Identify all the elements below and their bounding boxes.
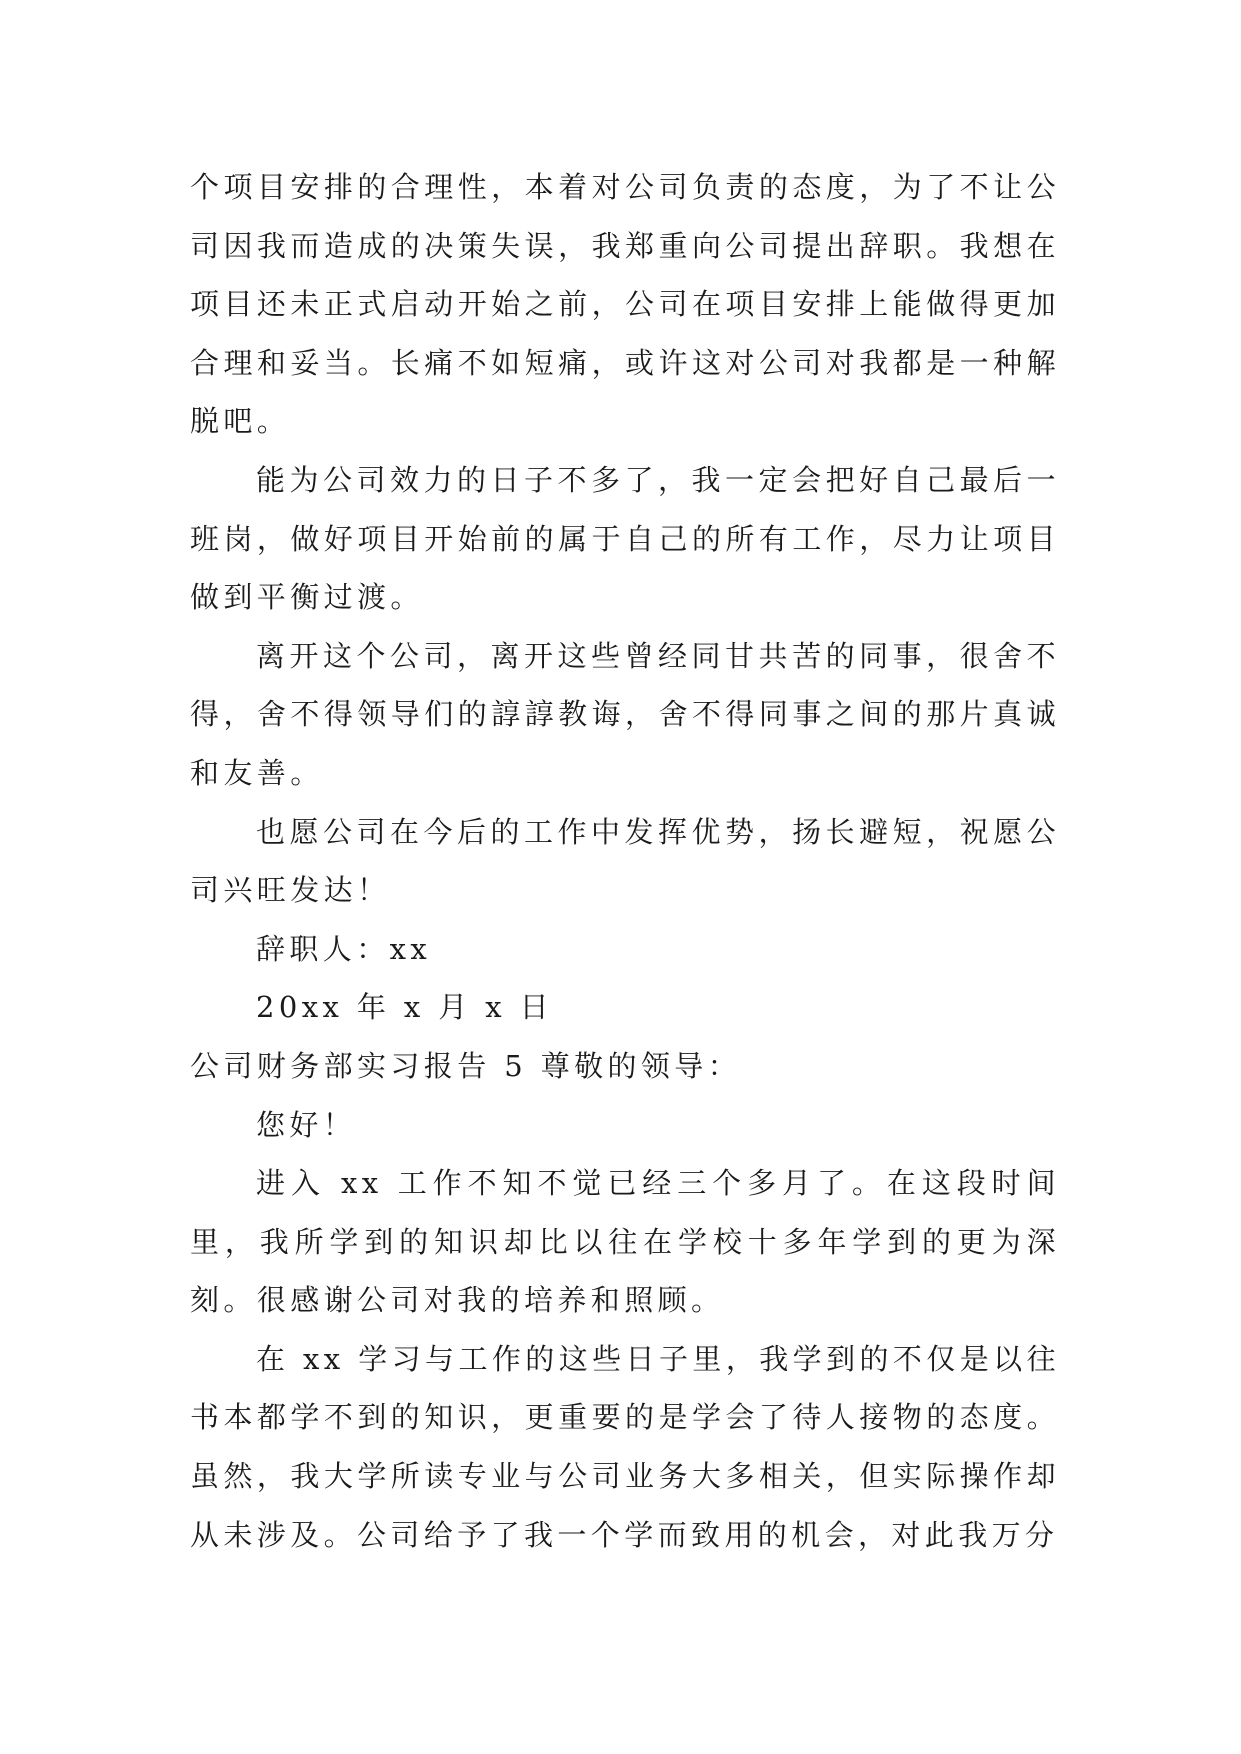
paragraph-1: 个项目安排的合理性，本着对公司负责的态度，为了不让公司因我而造成的决策失误，我郑重向公司提出辞职。我想在项目还未正式启动开始之前，公司在项目安排上能做得更加合理和妥当。长痛不如短痛，或许这对公司对我都是一种解脱吧。 (190, 170, 1060, 439)
section-heading: 公司财务部实习报告 5 尊敬的领导： (190, 1048, 742, 1083)
document-body (190, 158, 1060, 1564)
paragraph-4: 也愿公司在今后的工作中发挥优势，扬长避短，祝愿公司兴旺发达！ (190, 814, 1060, 908)
paragraph-5: 进入 xx 工作不知不觉已经三个多月了。在这段时间里，我所学到的知识却比以往在学校十多年学到的更为深刻。很感谢公司对我的培养和照顾。 (190, 1166, 1060, 1318)
paragraph-2: 能为公司效力的日子不多了，我一定会把好自己最后一班岗，做好项目开始前的属于自己的所有工作，尽力让项目做到平衡过渡。 (190, 462, 1060, 615)
greeting: 您好！ (256, 1107, 357, 1142)
signature-line: 辞职人：xx (256, 931, 432, 966)
paragraph-3: 离开这个公司，离开这些曾经同甘共苦的同事，很舍不得，舍不得领导们的諄諄教诲，舍不得同事之间的那片真诚和友善。 (190, 638, 1060, 790)
paragraph-6: 在 xx 学习与工作的这些日子里，我学到的不仅是以往书本都学不到的知识，更重要的是学会了待人接物的态度。虽然，我大学所读专业与公司业务大多相关，但实际操作却从未涉及。公司给予了我一个学而致用的机会，对此我万分 (190, 1341, 1060, 1552)
date-line: 20xx 年 x 月 x 日 (256, 990, 554, 1025)
